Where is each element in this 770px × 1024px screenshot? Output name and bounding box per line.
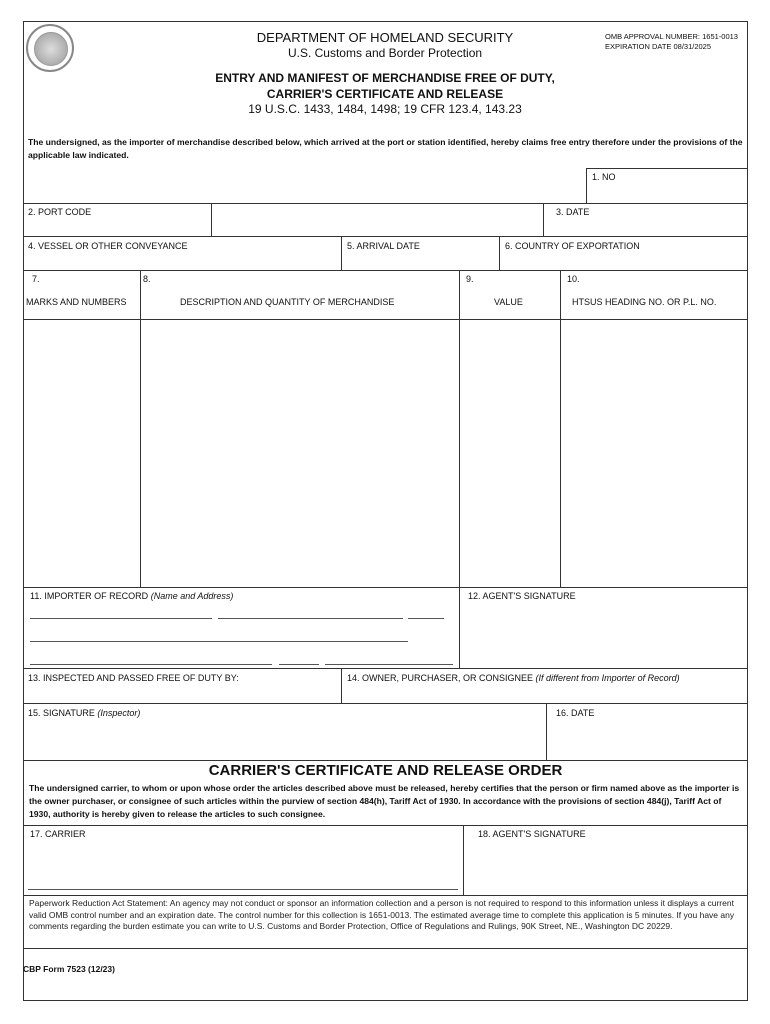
agency-name: U.S. Customs and Border Protection <box>287 46 483 60</box>
intro-statement: The undersigned, as the importer of merchandise described below, which arrived at the port or station identified, hereby claims free entry therefore under the provisions of the applicable law indicated. <box>28 137 743 160</box>
label-vessel: 4. VESSEL OR OTHER CONVEYANCE <box>28 241 188 251</box>
marks-and-numbers-input[interactable] <box>24 320 139 586</box>
dhs-seal-logo <box>26 24 74 72</box>
inspected-by-input[interactable] <box>24 685 340 702</box>
label-agent-signature: 12. AGENT'S SIGNATURE <box>468 591 576 601</box>
agent-signature-input[interactable] <box>460 604 747 666</box>
form-number: CBP Form 7523 (12/23) <box>23 964 115 974</box>
label-port-code: 2. PORT CODE <box>28 207 92 217</box>
vessel-input[interactable] <box>24 237 340 269</box>
form-title-line1: ENTRY AND MANIFEST OF MERCHANDISE FREE OF DUTY, <box>215 71 555 85</box>
label-importer-of-record: 11. IMPORTER OF RECORD (Name and Address) <box>30 591 234 601</box>
label-date: 3. DATE <box>556 207 590 217</box>
column-marks-and-numbers: MARKS AND NUMBERS <box>26 297 127 307</box>
paperwork-reduction-statement: Paperwork Reduction Act Statement: An agency may not conduct or sponsor an information collection and a person is not required to respond to this information unless it displays a current valid OMB control number and an expiration date. The control number for this collection is 1651-0013. The estimated average time to complete this application is 5 minutes. If you have any comments regarding the burden estimate you can write to U.S. Customs and Border Protection, Office of Regulations and Rulings, 90K Street, NE., Washington DC 20229. <box>29 898 735 931</box>
label-arrival-date: 5. ARRIVAL DATE <box>347 241 420 251</box>
label-inspected-by: 13. INSPECTED AND PASSED FREE OF DUTY BY: <box>28 673 239 683</box>
label-no: 1. NO <box>592 172 616 182</box>
label-owner-consignee: 14. OWNER, PURCHASER, OR CONSIGNEE (If different from Importer of Record) <box>347 673 680 683</box>
description-input[interactable] <box>141 320 458 586</box>
value-input[interactable] <box>460 320 559 586</box>
form-title-line2: CARRIER'S CERTIFICATE AND RELEASE <box>266 87 504 101</box>
column-value: VALUE <box>494 297 523 307</box>
label-9-number: 9. <box>466 274 474 284</box>
inspector-signature-input[interactable] <box>24 720 545 759</box>
label-date-16: 16. DATE <box>556 708 595 718</box>
carrier-section-title: CARRIER'S CERTIFICATE AND RELEASE ORDER <box>208 762 563 779</box>
label-carrier-agent-signature: 18. AGENT'S SIGNATURE <box>478 829 586 839</box>
label-10-number: 10. <box>567 274 580 284</box>
date-input[interactable] <box>544 204 747 235</box>
column-description: DESCRIPTION AND QUANTITY OF MERCHANDISE <box>180 297 395 307</box>
carrier-certification-text: The undersigned carrier, to whom or upon whose order the articles described above must be released, hereby certifies that the person or firm named above as the importer is the owner purchaser, or consignee of such articles within the purview of section 484(h), Tariff Act of 1930. In accordance with the provisions of section 484(j), Tariff Act of 1930, authority is hereby given to release the articles to such consignee. <box>29 783 740 819</box>
htsus-input[interactable] <box>561 320 747 586</box>
arrival-date-input[interactable] <box>342 237 498 269</box>
label-country-of-exportation: 6. COUNTRY OF EXPORTATION <box>505 241 640 251</box>
omb-number: OMB APPROVAL NUMBER: 1651-0013 <box>605 32 738 41</box>
label-inspector-signature: 15. SIGNATURE (Inspector) <box>28 708 141 718</box>
column-htsus: HTSUS HEADING NO. OR P.L. NO. <box>572 297 717 307</box>
legal-citation: 19 U.S.C. 1433, 1484, 1498; 19 CFR 123.4, 143.23 <box>248 102 522 116</box>
date-16-input[interactable] <box>547 720 747 759</box>
label-8-number: 8. <box>143 274 151 284</box>
importer-of-record-input[interactable] <box>24 604 458 666</box>
country-of-exportation-input[interactable] <box>500 237 747 269</box>
owner-consignee-input[interactable] <box>342 685 747 702</box>
port-code-input[interactable] <box>212 204 542 235</box>
expiration-date: EXPIRATION DATE 08/31/2025 <box>605 42 712 51</box>
carrier-agent-signature-input[interactable] <box>464 842 747 894</box>
carrier-input[interactable] <box>24 842 462 888</box>
department-name: DEPARTMENT OF HOMELAND SECURITY <box>256 30 514 45</box>
label-carrier: 17. CARRIER <box>30 829 86 839</box>
label-7-number: 7. <box>32 274 40 284</box>
